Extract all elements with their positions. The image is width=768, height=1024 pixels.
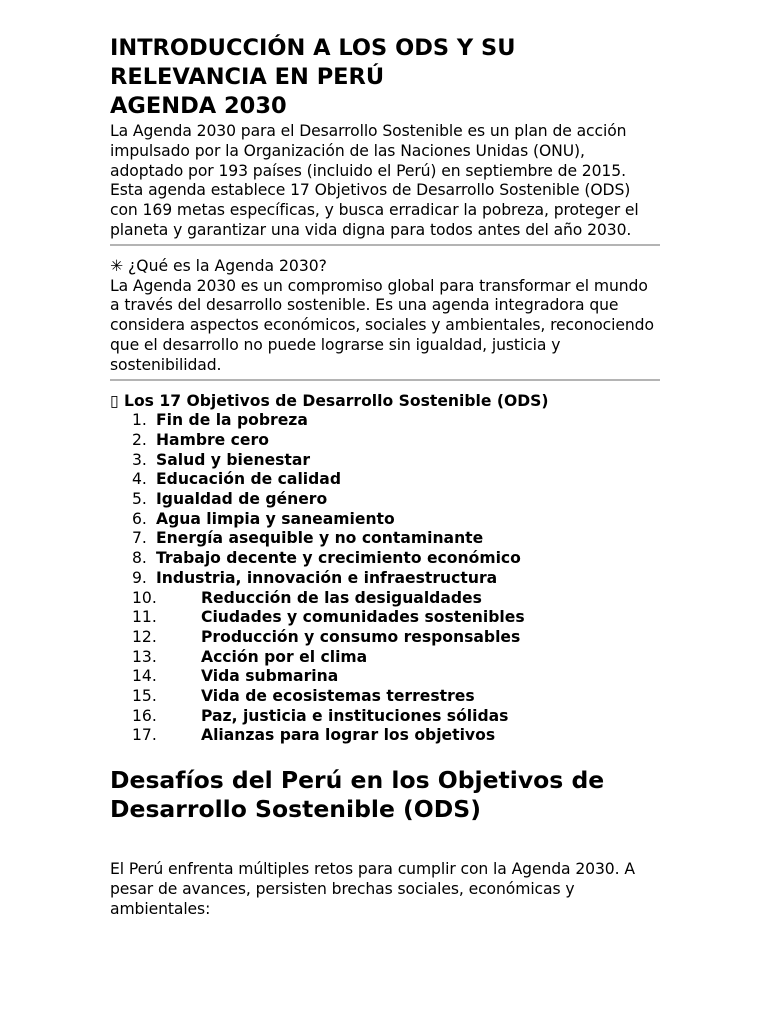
document-page (110, 34, 660, 919)
ods-item-number: 5. (132, 490, 147, 509)
ods-item-number: 13. (132, 647, 157, 666)
ods-item-label: Producción y consumo responsables (201, 627, 521, 646)
ods-item-label: Vida de ecosistemas terrestres (201, 686, 475, 705)
que-es-heading: ✳ ¿Qué es la Agenda 2030? (110, 256, 327, 275)
ods-item-label: Fin de la pobreza (156, 411, 308, 430)
ods-item-number: 7. (132, 529, 147, 548)
que-es-paragraph: La Agenda 2030 es un compromiso global para transformar el mundo a través del desarrollo sostenible. Es una agenda integradora que considera aspectos económicos, sociales y ambientales, reconociendo que el desarrollo no puede lograrse sin igualdad, justicia y sostenibilidad. (110, 276, 654, 374)
ods-list-item (110, 510, 660, 530)
ods-list-item (110, 470, 660, 490)
horizontal-rule (110, 379, 660, 381)
ods-item-number: 2. (132, 431, 147, 450)
ods-list-item (110, 589, 660, 609)
ods-list-item (110, 529, 660, 549)
horizontal-rule (110, 244, 660, 246)
ods-item-number: 16. (132, 706, 157, 725)
ods-item-number: 9. (132, 568, 147, 587)
ods-item-label: Alianzas para lograr los objetivos (201, 726, 496, 745)
ods-list-item (110, 490, 660, 510)
ods-item-label: Igualdad de género (156, 490, 328, 509)
ods-item-label: Energía asequible y no contaminante (156, 529, 484, 548)
ods-list (110, 411, 660, 746)
ods-list-item (110, 726, 660, 746)
ods-list-item (110, 411, 660, 431)
desafios-heading: Desafíos del Perú en los Objetivos de Desarrollo Sostenible (ODS) (110, 766, 605, 824)
ods-list-item (110, 608, 660, 628)
ods-list-item (110, 628, 660, 648)
ods-list-item (110, 431, 660, 451)
ods-item-number: 10. (132, 588, 157, 607)
ods-list-item (110, 648, 660, 668)
ods-item-number: 11. (132, 608, 157, 627)
ods-item-number: 3. (132, 450, 147, 469)
ods-list-item (110, 549, 660, 569)
ods-item-label: Hambre cero (156, 431, 269, 450)
ods-item-number: 17. (132, 726, 157, 745)
ods-item-number: 12. (132, 627, 157, 646)
ods-list-item (110, 569, 660, 589)
ods-item-label: Vida submarina (201, 667, 339, 686)
ods-item-label: Reducción de las desigualdades (201, 588, 482, 607)
ods-list-item (110, 707, 660, 727)
ods-item-number: 6. (132, 509, 147, 528)
ods-item-label: Paz, justicia e instituciones sólidas (201, 706, 509, 725)
ods-list-item (110, 451, 660, 471)
ods-item-label: Agua limpia y saneamiento (156, 509, 395, 528)
ods-heading: ▯ Los 17 Objetivos de Desarrollo Sostenible (ODS) (110, 391, 549, 410)
ods-list-item (110, 687, 660, 707)
document-title: INTRODUCCIÓN A LOS ODS Y SU RELEVANCIA EN PERÚ AGENDA 2030 (110, 35, 516, 119)
ods-item-label: Acción por el clima (201, 647, 368, 666)
ods-item-label: Ciudades y comunidades sostenibles (201, 608, 525, 627)
ods-list-item (110, 667, 660, 687)
intro-paragraph: La Agenda 2030 para el Desarrollo Sostenible es un plan de acción impulsado por la Organización de las Naciones Unidas (ONU), adoptado por 193 países (incluido el Perú) en septiembre de 2015. Esta agenda establece 17 Objetivos de Desarrollo Sostenible (ODS) con 169 metas específicas, y busca erradicar la pobreza, proteger el planeta y garantizar una vida digna para todos antes del año 2030. (110, 122, 639, 239)
desafios-paragraph: El Perú enfrenta múltiples retos para cumplir con la Agenda 2030. A pesar de avances, persisten brechas sociales, económicas y ambientales: (110, 860, 635, 918)
ods-item-label: Trabajo decente y crecimiento económico (156, 549, 521, 568)
ods-item-label: Educación de calidad (156, 470, 341, 489)
ods-item-number: 1. (132, 411, 147, 430)
ods-item-label: Salud y bienestar (156, 450, 311, 469)
ods-item-number: 4. (132, 470, 147, 489)
ods-item-number: 8. (132, 549, 147, 568)
ods-item-label: Industria, innovación e infraestructura (156, 568, 498, 587)
ods-item-number: 15. (132, 686, 157, 705)
ods-item-number: 14. (132, 667, 157, 686)
